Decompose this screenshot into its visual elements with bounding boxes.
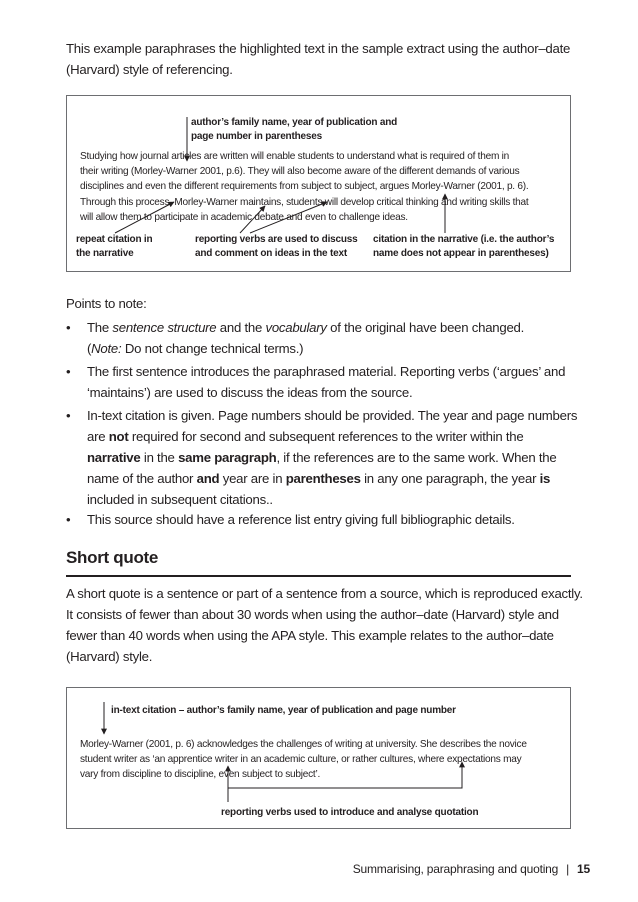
bold-narrative: narrative: [87, 450, 141, 465]
footer-section-title: Summarising, paraphrasing and quoting: [352, 862, 559, 876]
bullet-2-line-2: ‘maintains’) are used to discuss the ideas from the source.: [87, 385, 413, 400]
bullet-2-line-1: The first sentence introduces the paraphrased material. Reporting verbs (‘argues’ and: [87, 364, 566, 379]
short-quote-line: A short quote is a sentence or part of a sentence from a source, which is reproduced exactly.: [66, 586, 583, 601]
label-verbs-line-2: and comment on ideas in the text: [195, 248, 347, 259]
text: , if the references are to the same work. When the: [276, 450, 557, 465]
page-footer: [353, 862, 590, 876]
page-number: 15: [577, 862, 590, 876]
emphasis-sentence-structure: sentence structure: [112, 320, 217, 335]
example-line: Studying how journal articles are written will enable students to understand what is required of them in: [80, 151, 510, 162]
short-quote-line: (Harvard) style.: [66, 649, 153, 664]
text: year are in: [219, 471, 286, 486]
example-line: vary from discipline to discipline, even subject to subject’.: [80, 769, 321, 781]
bullet-3-line-5: included in subsequent citations..: [87, 492, 273, 507]
points-heading: Points to note:: [66, 296, 147, 311]
label-narrative-line-2: name does not appear in parentheses): [373, 248, 549, 259]
label-in-text-citation: in-text citation – author’s family name, year of publication and page number: [111, 705, 456, 716]
label-narrative-line-1: citation in the narrative (i.e. the author’s: [373, 234, 555, 245]
bold-parentheses: parentheses: [285, 471, 361, 486]
text: name of the author: [87, 471, 197, 486]
bullet-dot: •: [66, 364, 71, 379]
bullet-dot: •: [66, 408, 71, 423]
bold-is: is: [539, 471, 551, 486]
paraphrase-example-text: [80, 149, 528, 225]
text: Do not change technical terms.): [121, 341, 304, 356]
example-line: student writer as ‘an apprentice writer in an academic culture, or rather cultures, where expectations may: [80, 754, 522, 766]
text: in any one paragraph, the year: [360, 471, 540, 486]
text: required for second and subsequent references to the writer within the: [128, 429, 524, 444]
label-verbs-line-1: reporting verbs are used to discuss: [195, 234, 358, 245]
short-quote-line: It consists of fewer than about 30 words when using the author–date (Harvard) style and: [66, 607, 559, 622]
label-author-line-1: author’s family name, year of publication and: [191, 117, 398, 128]
heading-divider: [66, 575, 571, 577]
text: of the original have been changed.: [326, 320, 525, 335]
example-line: their writing (Morley-Warner 2001, p.6). They will also become aware of the different demands of various: [80, 166, 520, 178]
example-line: will allow them to participate in academic debate and even to challenge ideas.: [80, 211, 408, 223]
emphasis-note: Note:: [91, 341, 122, 356]
bold-not: not: [108, 429, 129, 444]
label-author-line-2: page number in parentheses: [191, 131, 322, 142]
label-citation-narrative: [373, 233, 554, 261]
intro-paragraph: [66, 38, 586, 80]
label-repeat-line-2: the narrative: [76, 248, 134, 259]
example-line: Through this process, Morley-Warner maintains, students will develop critical thinking and writing skills that: [80, 196, 529, 208]
footer-separator: |: [566, 862, 570, 876]
short-quote-example-text: [80, 737, 527, 783]
text: and the: [216, 320, 266, 335]
short-quote-line: fewer than 40 words when using the APA style. This example relates to the author–date: [66, 628, 554, 643]
bold-and: and: [196, 471, 220, 486]
label-repeat-citation: [76, 233, 152, 261]
text: are: [87, 429, 109, 444]
intro-line-2: (Harvard) style of referencing.: [66, 62, 233, 77]
text: in the: [140, 450, 179, 465]
label-reporting-verbs-quotation: reporting verbs used to introduce and analyse quotation: [221, 807, 479, 818]
bullet-dot: •: [66, 320, 71, 335]
label-author-year-page: [191, 116, 397, 144]
text: The: [87, 320, 113, 335]
label-repeat-line-1: repeat citation in: [76, 234, 153, 245]
text: (: [87, 341, 92, 356]
intro-line-1: This example paraphrases the highlighted text in the sample extract using the author–date: [66, 41, 571, 56]
label-reporting-verbs: [195, 233, 358, 261]
bullet-4-line-1: This source should have a reference list entry giving full bibliographic details.: [87, 512, 515, 527]
example-line: disciplines and even the different requirements from subject to subject, argues Morley-Warner (2001, p. 6).: [80, 181, 529, 193]
short-quote-heading: Short quote: [66, 548, 159, 567]
emphasis-vocabulary: vocabulary: [265, 320, 327, 335]
bold-same-paragraph: same paragraph: [178, 450, 277, 465]
example-line: Morley-Warner (2001, p. 6) acknowledges the challenges of writing at university. She describes the novice: [80, 739, 527, 750]
bullet-dot: •: [66, 512, 71, 527]
short-quote-paragraph: [66, 583, 586, 667]
bullet-3-line-1: In-text citation is given. Page numbers should be provided. The year and page numbers: [87, 408, 578, 423]
